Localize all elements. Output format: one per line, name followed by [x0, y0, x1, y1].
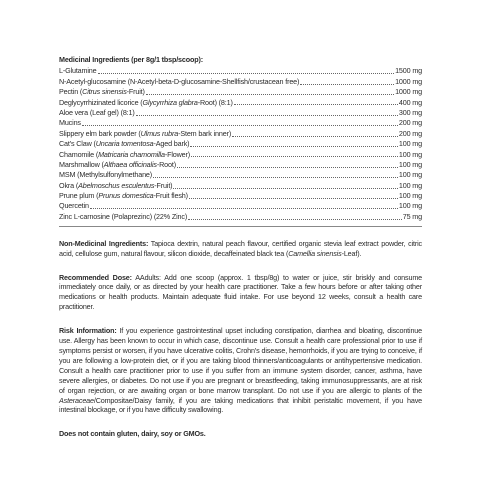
- ingredient-name-text: Zinc L-carnosine (Polaprezinc) (22% Zinc): [59, 211, 188, 221]
- ingredient-amount: 1000 mg: [395, 76, 422, 86]
- ingredient-amount: 100 mg: [398, 159, 422, 169]
- ingredient-name: [59, 118, 81, 128]
- ingredient-row: [59, 149, 422, 159]
- ingredient-name-suffix: -Fruit): [126, 87, 145, 97]
- ingredient-row: [59, 170, 422, 180]
- ingredient-name: [59, 201, 89, 211]
- ingredient-amount: 75 mg: [402, 211, 422, 221]
- risk-latin: Asteraceae: [59, 395, 94, 405]
- dose-label: Recommended Dose:: [59, 272, 132, 282]
- ingredient-name-suffix: -Fruit): [154, 180, 173, 190]
- dot-leader: [136, 114, 398, 116]
- ingredient-name-text: MSM (Methylsulfonylmethane): [59, 170, 153, 180]
- ingredient-name-text: L-Glutamine: [59, 66, 97, 76]
- ingredient-name: [59, 181, 172, 191]
- ingredient-amount: 100 mg: [398, 170, 422, 180]
- dot-leader: [190, 145, 398, 147]
- dot-leader: [189, 197, 398, 199]
- ingredient-row: [59, 107, 422, 117]
- ingredient-latin-name: Althaea officinalis: [103, 159, 157, 169]
- ingredient-name-text: N-Acetyl-glucosamine (N-Acetyl-beta-D-glucosamine-Shellfish/crustacean free): [59, 76, 300, 86]
- ingredient-amount: 400 mg: [398, 97, 422, 107]
- ingredient-amount: 100 mg: [398, 201, 422, 211]
- ingredient-amount: 100 mg: [398, 149, 422, 159]
- ingredient-amount: 1500 mg: [395, 66, 422, 76]
- non-medicinal-latin: Camellia sinensis: [288, 248, 342, 258]
- ingredient-row: [59, 118, 422, 128]
- ingredient-amount: 200 mg: [398, 128, 422, 138]
- dot-leader: [177, 166, 398, 168]
- ingredient-name-suffix: -Root): [156, 159, 176, 169]
- ingredient-name: [59, 108, 135, 118]
- dot-leader: [173, 187, 398, 189]
- ingredient-amount: 100 mg: [398, 180, 422, 190]
- ingredient-name-text: Chamomile (: [59, 149, 99, 159]
- ingredient-list: [59, 66, 422, 222]
- ingredient-name: [59, 139, 189, 149]
- ingredient-amount: 200 mg: [398, 118, 422, 128]
- ingredient-latin-name: Ulmus rubra: [140, 128, 179, 138]
- non-medicinal-text-end: -Leaf).: [341, 248, 362, 258]
- ingredient-latin-name: Glycyrrhiza glabra: [142, 97, 198, 107]
- ingredient-name-text: Marshmallow (: [59, 159, 104, 169]
- ingredient-row: [59, 191, 422, 201]
- dot-leader: [300, 83, 394, 85]
- ingredient-amount: 100 mg: [398, 191, 422, 201]
- ingredient-row: [59, 201, 422, 211]
- ingredient-latin-name: Citrus sinensis: [82, 87, 127, 97]
- non-medicinal-text: Tapioca dextrin, natural peach flavour, certified organic stevia leaf extract powder, citric acid, cellulose gum, natural flavour, silicon dioxide, decaffeinated black tea (: [59, 238, 422, 258]
- ingredient-name-text: Slippery elm bark powder (: [59, 128, 141, 138]
- ingredient-name-suffix: -Flower): [164, 149, 190, 159]
- ingredient-row: [59, 159, 422, 169]
- ingredient-row: [59, 211, 422, 221]
- ingredient-name-text: Prune plum (: [59, 191, 99, 201]
- ingredient-name-suffix: -Aged bark): [153, 139, 190, 149]
- ingredient-name: [59, 160, 176, 170]
- ingredient-name-text: Mucins: [59, 118, 81, 128]
- risk-information: [59, 326, 422, 415]
- ingredient-latin-name: Abelmoschus esculentus: [78, 180, 155, 190]
- ingredient-name-text: Cat's Claw (: [59, 139, 96, 149]
- ingredient-name-text: Aloe vera (Leaf gel) (8:1): [59, 107, 135, 117]
- ingredient-name-text: Okra (: [59, 180, 79, 190]
- ingredient-name: [59, 129, 231, 139]
- ingredient-name-suffix: -Stem bark inner): [178, 128, 232, 138]
- ingredient-amount: 300 mg: [398, 107, 422, 117]
- dot-leader: [234, 103, 398, 105]
- ingredient-row: [59, 180, 422, 190]
- risk-label: Risk Information:: [59, 326, 117, 336]
- dot-leader: [98, 72, 395, 74]
- dose-text: AAdults: Add one scoop (approx. 1 tbsp/8g) to water or juice, stir briskly and consume immediately once daily, or as directed by your health care practitioner. Take a few hours before or after taking other medications or health products. Maintain adequate fluid intake. For use beyond 12 weeks, consult a health care practitioner.: [59, 272, 422, 312]
- non-medicinal-ingredients: [59, 239, 422, 259]
- ingredient-row: [59, 76, 422, 86]
- dot-leader: [146, 93, 394, 95]
- ingredient-row: [59, 128, 422, 138]
- ingredient-name: [59, 66, 97, 76]
- ingredient-amount: 100 mg: [398, 139, 422, 149]
- dot-leader: [90, 207, 398, 209]
- ingredient-name: [59, 212, 187, 222]
- ingredient-latin-name: Matricaria chamomilla: [98, 149, 165, 159]
- ingredient-row: [59, 139, 422, 149]
- dot-leader: [191, 155, 398, 157]
- ingredient-name: [59, 87, 145, 97]
- dot-leader: [153, 176, 398, 178]
- ingredient-name-suffix: -Root) (8:1): [197, 97, 233, 107]
- ingredient-name-suffix: -Fruit flesh): [153, 191, 188, 201]
- ingredient-name-text: Quercetin: [59, 201, 89, 211]
- ingredient-name: [59, 170, 152, 180]
- ingredient-name-text: Pectin (: [59, 87, 83, 97]
- ingredient-latin-name: Uncaria tomentosa: [95, 139, 154, 149]
- risk-text: If you experience gastrointestinal upset including constipation, diarrhea and bloating, discontinue use. Allergy has been known to occur in which case, discontinue use. Consult a health care professional prior to use if symptoms persist or worsen, if you have ulcerative colitis, Crohn's disease, hemorrhoids, if you are trying to conceive, if you are following a low-protein diet, or if you are taking blood thinners/anticoagulants or antihypertensive medication. Consult a health care practitioner prior to use if you suffer from an immune system disorder, cancer, asthma, have severe allergies, or diabetes. Do not use if you are pregnant or breastfeeding, taking immunosuppressants, are at risk of organ rejection, or are awaiting organ or bone marrow transplant. Do not use if you are allergic to plants of the: [59, 326, 422, 395]
- ingredient-row: [59, 87, 422, 97]
- dot-leader: [232, 135, 398, 137]
- recommended-dose: [59, 273, 422, 313]
- ingredient-name: [59, 77, 299, 87]
- medicinal-heading: Medicinal Ingredients (per 8g/1 tbsp/scoop):: [59, 55, 203, 64]
- dot-leader: [82, 124, 398, 126]
- ingredient-name: [59, 150, 190, 160]
- ingredient-name-text: Deglycyrrhizinated licorice (: [59, 97, 143, 107]
- allergen-statement: Does not contain gluten, dairy, soy or GMOs.: [59, 429, 206, 439]
- ingredient-name: [59, 98, 233, 108]
- ingredient-row: [59, 66, 422, 76]
- ingredient-amount: 1000 mg: [395, 87, 422, 97]
- risk-text-end: /Compositae/Daisy family, if you are taking medications that inhibit peristaltic movement, if you have intestinal blockage, or if you have difficulty swallowing.: [59, 395, 422, 415]
- ingredient-divider: [59, 226, 422, 227]
- ingredient-name: [59, 191, 188, 201]
- dot-leader: [188, 218, 402, 220]
- non-medicinal-label: Non-Medicinal Ingredients:: [59, 238, 149, 248]
- ingredient-row: [59, 97, 422, 107]
- ingredient-latin-name: Prunus domestica: [98, 191, 154, 201]
